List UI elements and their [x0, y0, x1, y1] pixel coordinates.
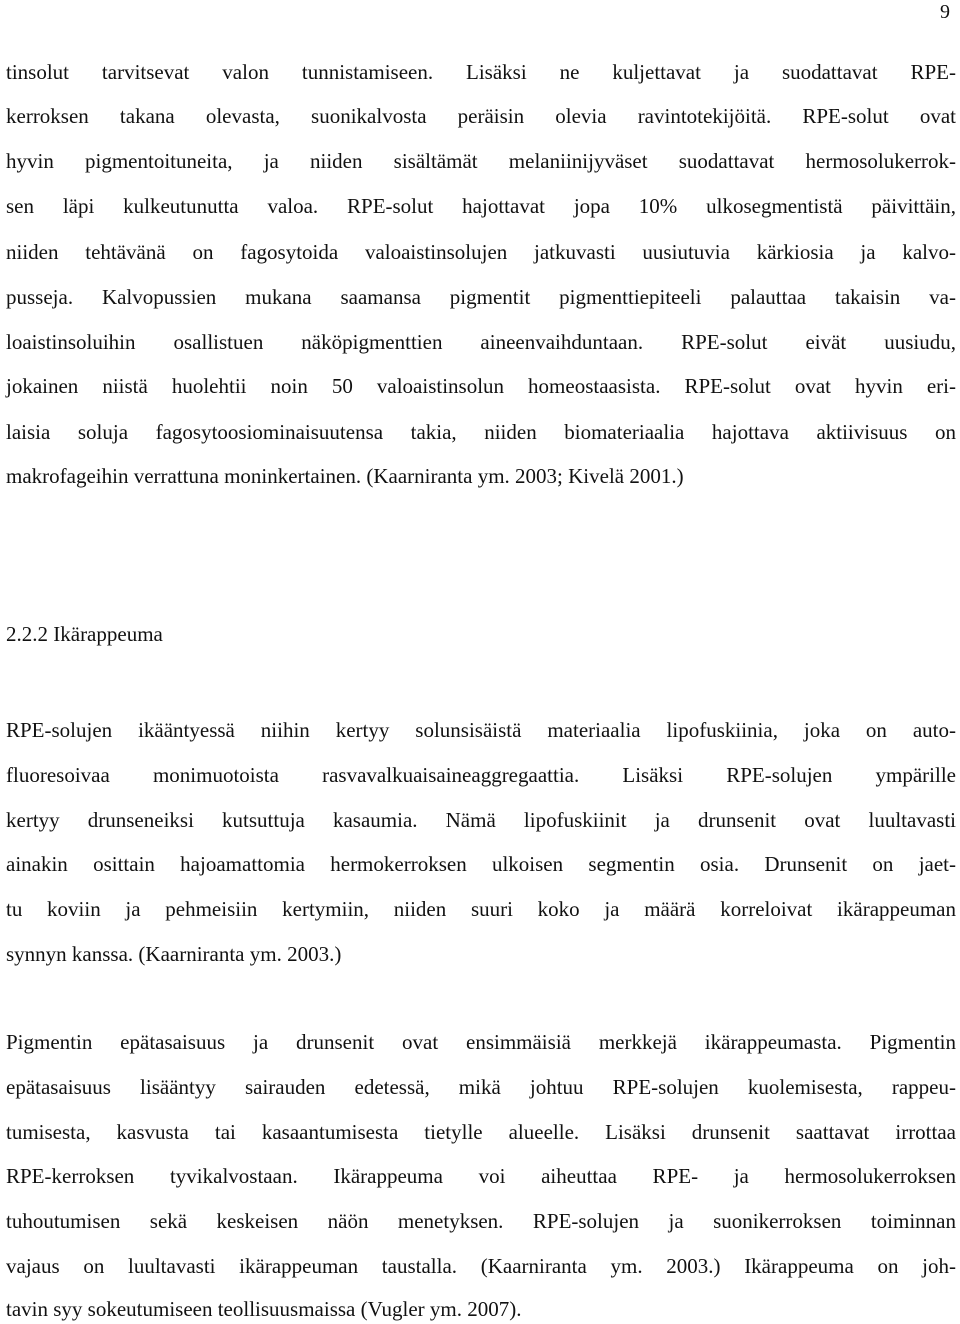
text-line: fluoresoivaa monimuotoista rasvavalkuaisaineaggregaattia. Lisäksi RPE-solujen ympärille — [6, 763, 956, 787]
text-line: vajaus on luultavasti ikärappeuman taustalla. (Kaarniranta ym. 2003.) Ikärappeuma on joh- — [6, 1254, 956, 1278]
text-line: makrofageihin verrattuna moninkertainen. (Kaarniranta ym. 2003; Kivelä 2001.) — [6, 464, 684, 488]
text-line: sen läpi kulkeutunutta valoa. RPE-solut hajottavat jopa 10% ulkosegmentistä päivittäin, — [6, 194, 956, 218]
text-line: niiden tehtävänä on fagosytoida valoaistinsolujen jatkuvasti uusiutuvia kärkiosia ja kalvo- — [6, 240, 956, 264]
text-line: tu koviin ja pehmeisiin kertymiin, niiden suuri koko ja määrä korreloivat ikärappeuman — [6, 897, 956, 921]
text-line: jokainen niistä huolehtii noin 50 valoaistinsolun homeostaasista. RPE-solut ovat hyvin eri- — [6, 374, 956, 398]
text-line: kertyy drunseneiksi kutsuttuja kasaumia. Nämä lipofuskiinit ja drunsenit ovat luultavasti — [6, 808, 956, 832]
text-line: synnyn kanssa. (Kaarniranta ym. 2003.) — [6, 942, 342, 966]
text-line: loaistinsoluihin osallistuen näköpigmenttien aineenvaihduntaan. RPE-solut eivät uusiudu, — [6, 330, 956, 354]
text-line: tavin syy sokeutumiseen teollisuusmaissa (Vugler ym. 2007). — [6, 1297, 522, 1321]
text-line: hyvin pigmentoituneita, ja niiden sisältämät melaniinijyväset suodattavat hermosolukerrok- — [6, 149, 956, 173]
page-number: 9 — [940, 1, 950, 23]
text-line: tumisesta, kasvusta tai kasaantumisesta tietylle alueelle. Lisäksi drunsenit saattavat irrottaa — [6, 1120, 956, 1144]
text-line: epätasaisuus lisääntyy sairauden edetessä, mikä johtuu RPE-solujen kuolemisesta, rappeu- — [6, 1075, 956, 1099]
section-heading: 2.2.2 Ikärappeuma — [6, 622, 163, 646]
text-line: tinsolut tarvitsevat valon tunnistamiseen. Lisäksi ne kuljettavat ja suodattavat RPE- — [6, 60, 956, 84]
text-line: tuhoutumisen sekä keskeisen näön menetyksen. RPE-solujen ja suonikerroksen toiminnan — [6, 1209, 956, 1233]
text-line: Pigmentin epätasaisuus ja drunsenit ovat ensimmäisiä merkkejä ikärappeumasta. Pigmentin — [6, 1030, 956, 1054]
text-line: RPE-solujen ikääntyessä niihin kertyy solunsisäistä materiaalia lipofuskiinia, joka on auto- — [6, 718, 956, 742]
text-line: kerroksen takana olevasta, suonikalvosta peräisin olevia ravintotekijöitä. RPE-solut ovat — [6, 104, 956, 128]
text-line: RPE-kerroksen tyvikalvostaan. Ikärappeuma voi aiheuttaa RPE- ja hermosolukerroksen — [6, 1164, 956, 1188]
text-line: ainakin osittain hajoamattomia hermokerroksen ulkoisen segmentin osia. Drunsenit on jaet- — [6, 852, 956, 876]
text-line: pusseja. Kalvopussien mukana saamansa pigmentit pigmenttiepiteeli palauttaa takaisin va- — [6, 285, 956, 309]
text-line: laisia soluja fagosytoosiominaisuutensa takia, niiden biomateriaalia hajottava aktiivisuus on — [6, 420, 956, 444]
